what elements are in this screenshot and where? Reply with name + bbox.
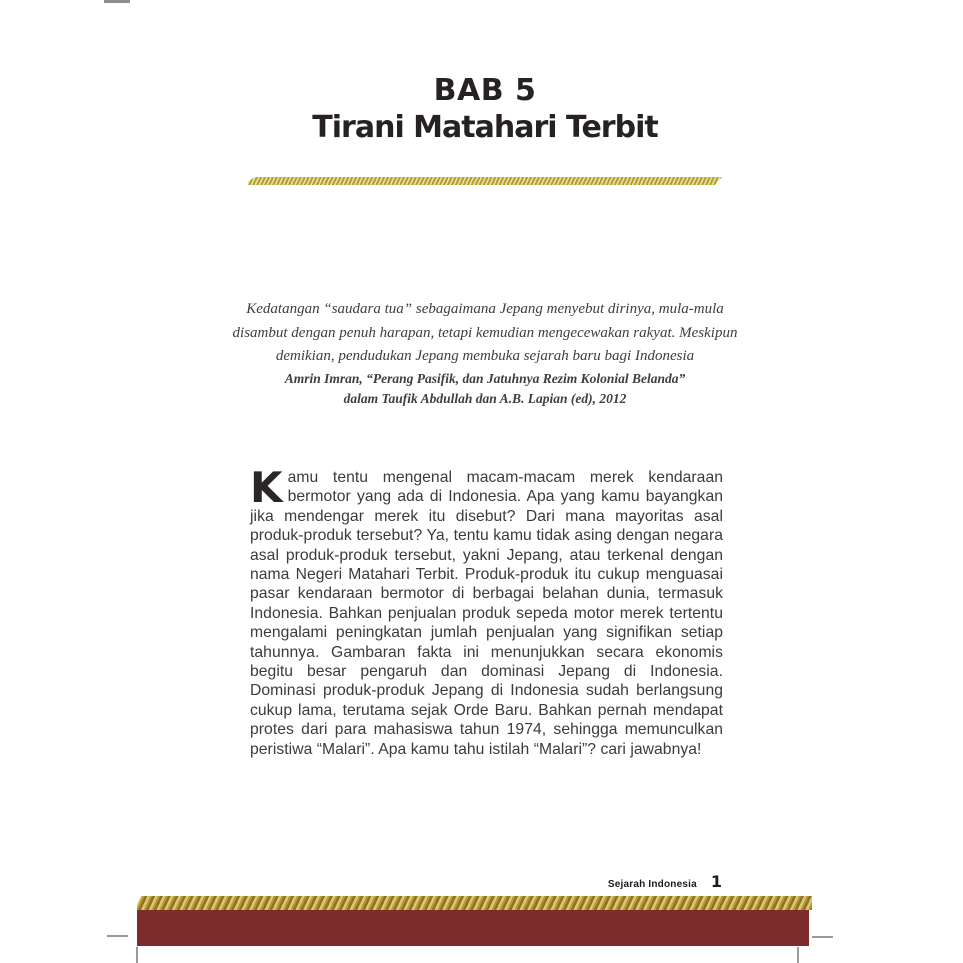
footer-page-number: 1 — [710, 872, 722, 891]
body-paragraph — [250, 463, 723, 759]
page-footer — [250, 872, 722, 891]
epigraph-line: Kedatangan “saudara tua” sebagaimana Jepang menyebut dirinya, mula-mula — [246, 301, 724, 317]
chapter-heading — [248, 74, 722, 146]
crop-mark-bottom-right-dash — [812, 936, 833, 938]
chapter-title: Tirani Matahari Terbit — [312, 110, 658, 145]
epigraph-attribution: dalam Taufik Abdullah dan A.B. Lapian (ed), 2012 — [343, 390, 627, 406]
footer-book-title: Sejarah Indonesia — [607, 879, 697, 890]
footer-gold-rope-band — [137, 896, 812, 910]
epigraph-attribution: Amrin Imran, “Perang Pasifik, dan Jatuhnya Rezim Kolonial Belanda” — [284, 370, 686, 386]
crop-mark-top — [104, 0, 130, 3]
chapter-label: BAB 5 — [433, 73, 537, 108]
crop-mark-bottom-left-dash — [107, 935, 128, 937]
drop-cap: K — [250, 463, 283, 512]
gold-divider — [248, 177, 722, 185]
epigraph-line: disambut dengan penuh harapan, tetapi kemudian mengecewakan rakyat. Meskipun — [232, 324, 738, 341]
body-text: amu tentu mengenal macam-macam merek kendaraan bermotor yang ada di Indonesia. Apa yang kamu bayangkan jika mendengar merek itu disebut? Dari mana mayoritas asal produk-produk tersebut? Ya, tentu kamu tidak asing dengan negara asal produk-produk tersebut, yakni Jepang, atau terkenal dengan nama Negeri Matahari Terbit. Produk-produk itu cukup menguasai pasar kendaraan bermotor di berbagai belahan dunia, termasuk Indonesia. Bahkan penjualan produk sepeda motor merek tertentu mengalami peningkatan jumlah penjualan yang signifikan setiap tahunnya. Gambaran fakta ini menunjukkan secara ekonomis begitu besar pengaruh dan dominasi Jepang di Indonesia. Dominasi produk-produk Jepang di Indonesia sudah berlangsung cukup lama, terutama sejak Orde Baru. Bahkan pernah mendapat protes dari para mahasiswa tahun 1974, sehingga memunculkan peristiwa “Malari”. Apa kamu tahu istilah “Malari”? cari jawabnya! — [250, 469, 723, 758]
crop-mark-bottom-left-line — [136, 947, 138, 963]
epigraph-quote — [195, 298, 775, 409]
footer-maroon-bar — [137, 910, 809, 946]
crop-mark-bottom-right-line — [797, 947, 799, 963]
epigraph-line: demikian, pendudukan Jepang membuka sejarah baru bagi Indonesia — [275, 348, 695, 364]
